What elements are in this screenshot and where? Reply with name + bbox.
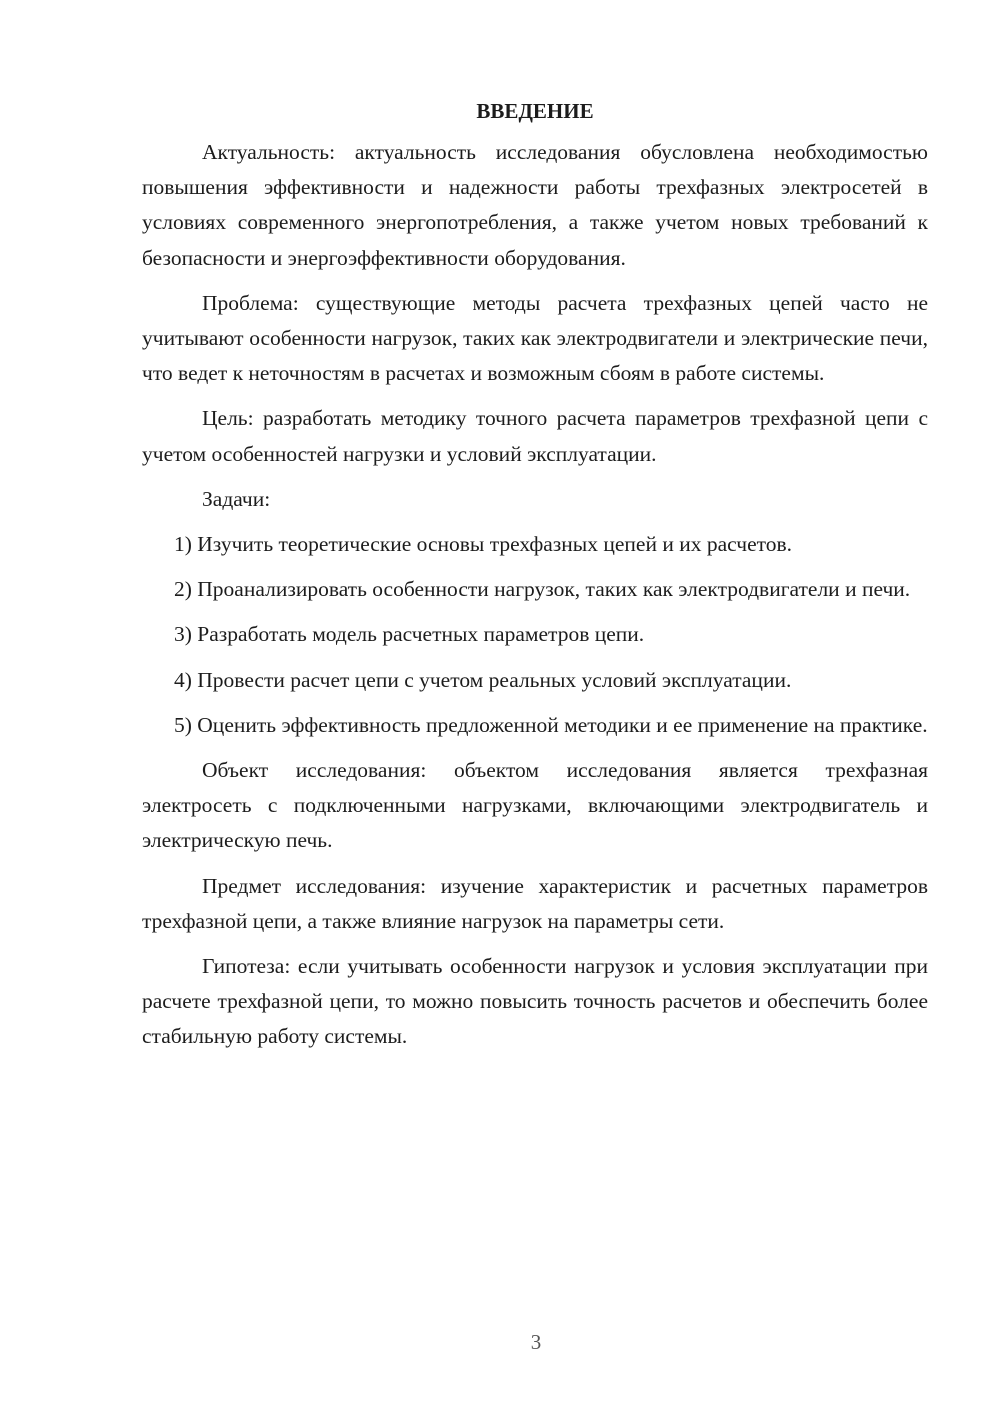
- goal-paragraph: Цель: разработать методику точного расчета параметров трехфазной цепи с учетом особенностей нагрузки и условий эксплуатации.: [142, 406, 928, 466]
- page-title: ВВЕДЕНИЕ: [476, 99, 594, 123]
- hypothesis-paragraph: Гипотеза: если учитывать особенности нагрузок и условия эксплуатации при расчете трехфазной цепи, то можно повысить точность расчетов и обеспечить более стабильную работу системы.: [142, 954, 928, 1049]
- tasks-heading: Задачи:: [202, 486, 271, 511]
- document-page: [142, 93, 928, 1055]
- task-item-3: 3) Разработать модель расчетных параметров цепи.: [174, 622, 645, 647]
- object-paragraph: Объект исследования: объектом исследования является трехфазная электросеть с подключенными нагрузками, включающими электродвигатель и электрическую печь.: [142, 758, 928, 853]
- task-item-4: 4) Провести расчет цепи с учетом реальных условий эксплуатации.: [174, 667, 792, 692]
- subject-paragraph: Предмет исследования: изучение характеристик и расчетных параметров трехфазной цепи, а также влияние нагрузок на параметры сети.: [142, 873, 928, 933]
- page-number: 3: [530, 1330, 542, 1354]
- task-item-1: 1) Изучить теоретические основы трехфазных цепей и их расчетов.: [174, 532, 793, 557]
- task-item-2: 2) Проанализировать особенности нагрузок, таких как электродвигатели и печи.: [174, 577, 911, 602]
- relevance-paragraph: Актуальность: актуальность исследования обусловлена необходимостью повышения эффективности и надежности работы трехфазных электросетей в условиях современного энергопотребления, а также учетом новых требований к безопасности и энергоэффективности оборудования.: [142, 140, 928, 270]
- problem-paragraph: Проблема: существующие методы расчета трехфазных цепей часто не учитывают особенности нагрузок, таких как электродвигатели и электрические печи, что ведет к неточностям в расчетах и возможным сбоям в работе системы.: [142, 290, 928, 386]
- task-item-5: 5) Оценить эффективность предложенной методики и ее применение на практике.: [174, 712, 928, 737]
